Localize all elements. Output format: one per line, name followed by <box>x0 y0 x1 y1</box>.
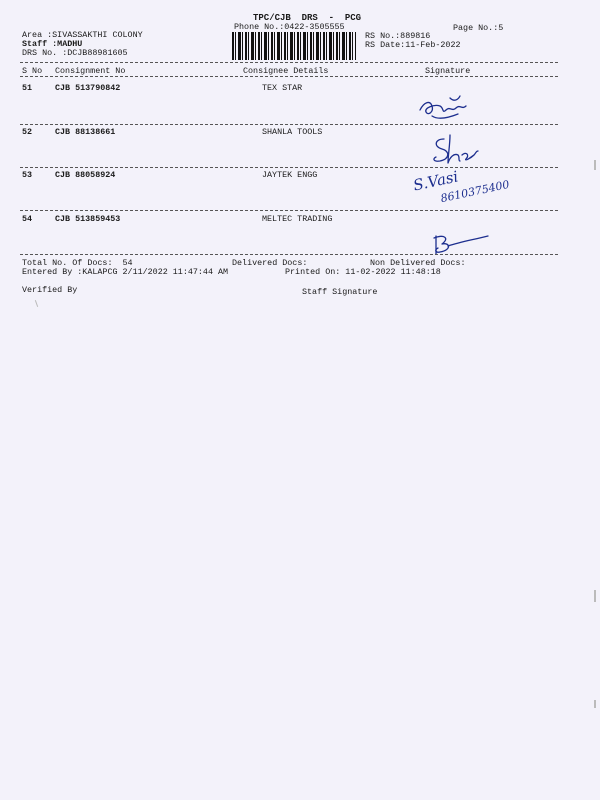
page-number: Page No.:5 <box>453 23 504 33</box>
table-end-divider <box>20 254 558 255</box>
row-sno: 54 <box>22 214 33 224</box>
row-consignment: CJB 513790842 <box>55 83 121 93</box>
non-delivered-docs: Non Delivered Docs: <box>370 258 466 268</box>
row-consignment: CJB 513859453 <box>55 214 121 224</box>
signature-52 <box>430 133 490 169</box>
column-header-signature: Signature <box>425 66 471 76</box>
row-consignee: SHANLA TOOLS <box>262 127 323 137</box>
total-docs: Total No. Of Docs: 54 <box>22 258 133 268</box>
signature-51 <box>414 94 474 124</box>
scan-edge-mark <box>594 700 596 708</box>
signature-53-name: S.Vasi <box>411 167 460 195</box>
row-consignment: CJB 88058924 <box>55 170 116 180</box>
delivered-docs: Delivered Docs: <box>232 258 308 268</box>
column-header-consignee: Consignee Details <box>243 66 329 76</box>
rs-number: RS No.:889816 <box>365 31 431 41</box>
row-consignee: MELTEC TRADING <box>262 214 333 224</box>
row-divider <box>20 210 558 211</box>
column-header-sno: S No <box>22 66 43 76</box>
row-divider <box>20 167 558 168</box>
area-label: Area :SIVASSAKTHI COLONY <box>22 30 143 40</box>
row-divider <box>20 124 558 125</box>
signature-54 <box>430 232 492 256</box>
rs-date: RS Date:11-Feb-2022 <box>365 40 461 50</box>
row-consignee: JAYTEK ENGG <box>262 170 318 180</box>
column-header-consignment: Consignment No <box>55 66 126 76</box>
drs-number: DRS No. :DCJB88981605 <box>22 48 128 58</box>
printed-on: Printed On: 11-02-2022 11:48:18 <box>285 267 441 277</box>
scan-mark <box>35 300 38 307</box>
staff-signature-label: Staff Signature <box>302 287 378 297</box>
scan-edge-mark <box>594 160 596 170</box>
header-divider-bottom <box>20 76 558 77</box>
row-sno: 52 <box>22 127 33 137</box>
row-consignment: CJB 88138661 <box>55 127 116 137</box>
header-divider-top <box>20 62 558 63</box>
staff-label: Staff :MADHU <box>22 39 83 49</box>
entered-by: Entered By :KALAPCG 2/11/2022 11:47:44 AM <box>22 267 229 277</box>
row-sno: 53 <box>22 170 33 180</box>
scan-edge-mark <box>594 590 596 602</box>
document-title: TPC/CJB DRS - PCG <box>253 13 362 23</box>
row-consignee: TEX STAR <box>262 83 303 93</box>
row-sno: 51 <box>22 83 33 93</box>
verified-by: Verified By <box>22 285 78 295</box>
phone-number: Phone No.:0422-3505555 <box>234 22 345 32</box>
signature-53-phone: 8610375400 <box>439 177 511 206</box>
barcode <box>232 32 356 60</box>
